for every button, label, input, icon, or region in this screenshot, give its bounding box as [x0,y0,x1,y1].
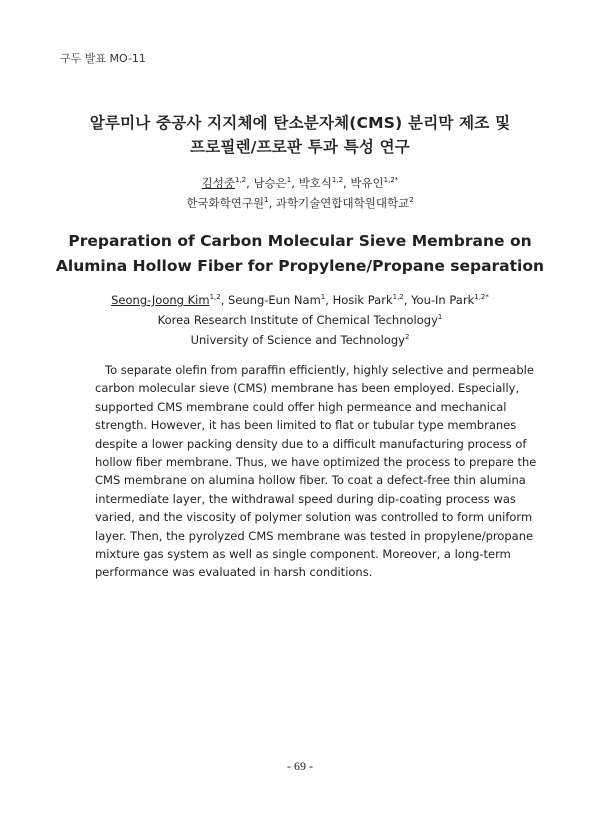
korean-author-name: 김성중 [201,176,235,190]
abstract [95,361,537,582]
abstract-line: To separate olefin from paraffin efficiently, highly selective and permeable [105,363,534,377]
abstract-line: despite a lower packing density due to a difficult manufacturing process of [95,436,527,451]
author-separator: , [343,176,351,190]
english-affiliation-text: University of Science and Technology [190,333,405,347]
author-superscript: 1,2* [474,293,489,301]
korean-author-name: 박유인 [350,176,384,190]
author-superscript: 1 [286,176,292,184]
english-author-name: Hosik Park [332,293,393,307]
korean-title-line: 알루미나 중공사 지지체에 탄소분자체(CMS) 분리막 제조 및 [89,114,511,132]
english-author-block [0,290,600,350]
affiliation-superscript: 2 [409,196,414,204]
abstract-line: hollow fiber membrane. Thus, we have optimized the process to prepare the [95,455,537,470]
author-superscript: 1,2 [331,176,344,184]
english-title [0,229,600,279]
affiliation-superscript: 1 [437,313,443,321]
author-superscript: 1,2 [392,293,404,301]
abstract-line: strength. However, it has been limited to flat or tubular type membranes [95,418,517,433]
abstract-line: performance was evaluated in harsh conditions. [95,565,373,580]
author-superscript: 1,2* [383,176,399,184]
korean-author-list [0,173,600,193]
english-affiliation-text: Korea Research Institute of Chemical Technology [157,313,438,327]
english-affiliation [0,330,600,350]
abstract-line: varied, and the viscosity of polymer solution was controlled to form uniform [95,510,533,525]
session-label: 구두 발표 MO-11 [60,52,146,65]
english-author-list [0,290,600,310]
abstract-line: intermediate layer, the withdrawal speed during dip-coating process was [95,491,516,506]
author-superscript: 1 [320,293,326,301]
affiliation-superscript: 1 [264,196,269,204]
korean-title-line: 프로필렌/프로판 투과 특성 연구 [190,138,410,156]
author-separator: , [403,293,412,307]
abstract-line: CMS membrane on alumina hollow fiber. To coat a defect-free thin alumina [95,473,526,488]
author-separator: , [220,293,229,307]
korean-author-name: 박호식 [298,176,332,190]
korean-affiliation-org: 과학기술연합대학원대학교 [275,196,410,210]
author-separator: , [325,293,333,307]
korean-author-name: 남승은 [253,176,287,190]
english-author-name: You-In Park [411,293,475,307]
abstract-line: carbon molecular sieve (CMS) membrane has been employed. Especially, [95,381,520,396]
korean-author-block [0,173,600,213]
korean-affiliation-org: 한국화학연구원 [186,196,265,210]
english-title-line: Alumina Hollow Fiber for Propylene/Propane separation [55,257,545,275]
english-affiliation [0,310,600,330]
affiliation-superscript: 2 [404,333,410,341]
abstract-line: mixture gas system as well as single component. Moreover, a long-term [95,547,511,562]
author-separator: , [291,176,299,190]
english-author-name: Seong-Joong Kim [111,293,210,307]
author-superscript: 1,2 [209,293,221,301]
abstract-line: supported CMS membrane could offer high permeance and mechanical [95,399,507,414]
page-number: - 69 - [287,759,313,773]
english-author-name: Seung-Eun Nam [228,293,321,307]
abstract-line: layer. Then, the pyrolyzed CMS membrane was tested in propylene/propane [95,528,534,543]
author-separator: , [246,176,254,190]
korean-title [0,111,600,159]
korean-affiliation [0,193,600,213]
english-title-line: Preparation of Carbon Molecular Sieve Membrane on [68,232,532,250]
affiliation-separator: , [268,196,276,210]
author-superscript: 1,2 [235,176,247,184]
